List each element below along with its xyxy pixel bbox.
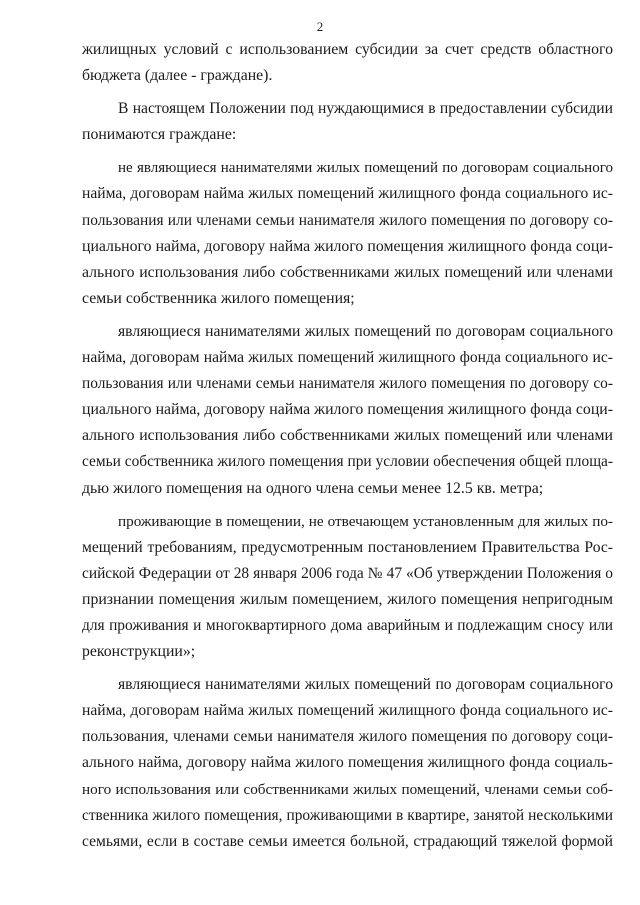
text-line: ственника жилого помещения, проживающими в квартире, занятой несколькими	[82, 806, 613, 824]
text-line: бюджета (далее - граждане).	[82, 67, 273, 85]
text-line: не являющиеся нанимателями жилых помещений по договорам социального	[118, 160, 613, 177]
paragraph	[82, 319, 613, 502]
text-line: понимаются граждане:	[82, 126, 237, 144]
text-line: мещений требованиям, предусмотренным постановлением Правительства Рос-	[82, 538, 613, 556]
text-line: являющиеся нанимателями жилых помещений по договорам социального	[118, 322, 613, 340]
text-line: В настоящем Положении под нуждающимися в предоставлении субсидии	[118, 100, 613, 118]
text-line: найма, договорам найма жилых помещений жилищного фонда социального ис-	[82, 185, 613, 203]
text-line: семьями, если в составе семьи имеется больной, страдающий тяжелой формой	[82, 832, 613, 850]
text-line: циального найма, договору найма жилого помещения жилищного фонда соци-	[82, 237, 613, 255]
text-line: ного использования или собственниками жилых помещений, членами семьи соб-	[82, 780, 613, 798]
text-line: пользования, членами семьи нанимателя жилого помещения по договору соци-	[82, 728, 613, 746]
text-line: реконструкции»;	[82, 643, 196, 661]
page-number: 2	[316, 19, 324, 34]
paragraph	[82, 96, 613, 148]
text-line: проживающие в помещении, не отвечающем установленным для жилых по-	[118, 512, 613, 530]
text-line: дью жилого помещения на одного члена семьи менее 12.5 кв. метра;	[82, 479, 544, 497]
text-line: для проживания и многоквартирного дома аварийным и подлежащим сносу или	[82, 616, 613, 634]
text-line: пользования или членами семьи нанимателя жилого помещения по договору со-	[82, 375, 613, 393]
text-line: семьи собственника жилого помещения при условии обеспечения общей площа-	[82, 453, 613, 471]
paragraph	[82, 672, 613, 855]
text-line: найма, договорам найма жилых помещений жилищного фонда социального ис-	[82, 349, 613, 367]
text-line: жилищных условий с использованием субсидии за счет средств областного	[82, 41, 613, 58]
text-line: найма, договорам найма жилых помещений жилищного фонда социального ис-	[82, 702, 613, 720]
text-line: ального найма, договору найма жилого помещения жилищного фонда социаль-	[82, 754, 613, 772]
text-line: циального найма, договору найма жилого помещения жилищного фонда соци-	[82, 401, 613, 419]
paragraph	[82, 37, 613, 89]
document-body	[82, 37, 613, 855]
paragraph	[82, 509, 613, 666]
text-line: пользования или членами семьи нанимателя жилого помещения по договору со-	[82, 211, 613, 229]
text-line: сийской Федерации от 28 января 2006 года № 47 «Об утверждении Положения о	[82, 564, 613, 582]
text-line: семьи собственника жилого помещения;	[82, 289, 355, 307]
text-line: ального использования либо собственниками жилых помещений или членами	[82, 263, 613, 281]
text-line: являющиеся нанимателями жилых помещений по договорам социального	[118, 676, 613, 694]
paragraph	[82, 155, 613, 312]
text-line: ального использования либо собственниками жилых помещений или членами	[82, 427, 613, 445]
text-line: признании помещения жилым помещением, жилого помещения непригодным	[82, 590, 613, 608]
